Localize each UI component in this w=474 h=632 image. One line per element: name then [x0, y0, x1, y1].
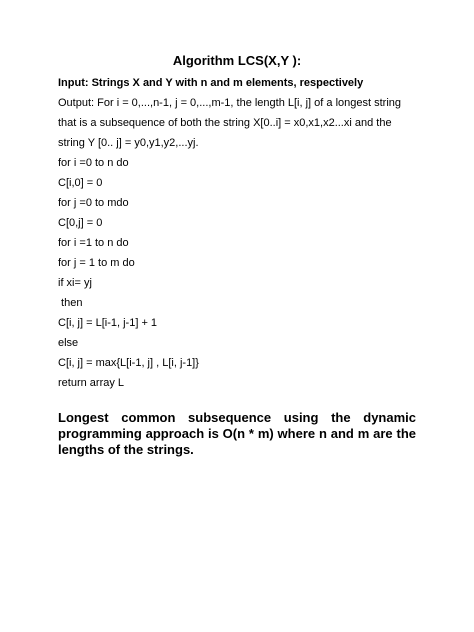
- code-line: if xi= yj: [58, 277, 92, 289]
- code-line: C[i, j] = max{L[i-1, j] , L[i, j-1]}: [58, 357, 199, 369]
- code-line: for i =0 to n do: [58, 157, 129, 169]
- code-line: then: [58, 297, 83, 309]
- code-line: for i =1 to n do: [58, 237, 129, 249]
- output-line: that is a subsequence of both the string X[0..i] = x0,x1,x2...xi and the: [58, 117, 392, 129]
- code-line: for j = 1 to m do: [58, 257, 135, 269]
- summary-line: lengths of the strings.: [58, 442, 194, 457]
- output-line: string Y [0.. j] = y0,y1,y2,...yj.: [58, 137, 199, 149]
- algorithm-title: Algorithm LCS(X,Y ):: [172, 53, 302, 68]
- algorithm-body: [58, 73, 428, 393]
- output-line: Output: For i = 0,...,n-1, j = 0,...,m-1, the length L[i, j] of a longest string: [58, 97, 402, 109]
- code-line: C[i,0] = 0: [58, 177, 103, 189]
- complexity-summary: [58, 410, 416, 458]
- summary-line: programming approach is O(n * m) where n and m are the: [58, 426, 416, 441]
- summary-line: Longest common subsequence using the dynamic: [58, 410, 416, 425]
- code-line: C[i, j] = L[i-1, j-1] + 1: [58, 317, 158, 329]
- input-line: Input: Strings X and Y with n and m elements, respectively: [58, 77, 364, 89]
- code-line: else: [58, 337, 79, 349]
- code-line: C[0,j] = 0: [58, 217, 103, 229]
- code-line: for j =0 to mdo: [58, 197, 129, 209]
- code-line: return array L: [58, 377, 125, 389]
